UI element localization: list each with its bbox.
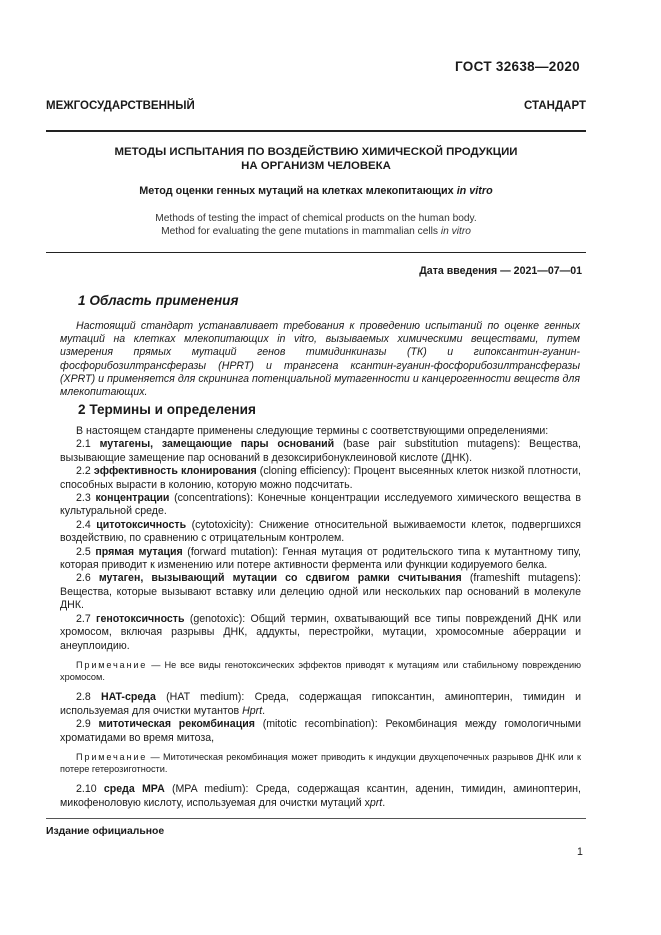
term-2-6: 2.6 мутаген, вызывающий мутации со сдвигом рамки считывания (frameshift mutagens): Вещества, которые вызывают вставку или делецию одной или нескольких пар оснований в молекуле ДНК.	[60, 572, 581, 612]
english-title: Methods of testing the impact of chemical products on the human body. Method for evaluating the gene mutations in mammalian cells in vitro	[155, 213, 477, 237]
term-2-8: 2.8 HAT-среда (HAT medium): Среда, содержащая гипоксантин, аминоптерин, тимидин и используемая для очистки мутантов Hprt.	[60, 691, 582, 717]
footer-divider	[46, 818, 586, 819]
term-2-2: 2.2 эффективность клонирования (cloning efficiency): Процент высеянных клеток низкой плотности, способных вырасти в колонию, которую можно подсчитать.	[60, 465, 581, 491]
section-1-text: Настоящий стандарт устанавливает требования к проведению испытаний по оценке генных мутаций на клетках млекопитающих in vitro, вызываемых химическими веществами, путем измерения прямых мутаций генов тимидинкиназы (ТК) и гипоксантин-гуанин-фосфорибозилтрансферазы (HPRT) и трангсена ксантин-гуанин-фосфорибозилтрансферазы (XPRT) и применяется для скрининга потенциальной мутагенности и канцерогенности веществ для млекопитающих.	[60, 320, 580, 399]
term-2-10: 2.10 среда MPA (MPA medium): Среда, содержащая ксантин, аденин, тимидин, аминоптерин, микофеноловую кислоту, используемая для очистки мутаций xprt.	[60, 783, 581, 809]
note-2: Примечание — Митотическая рекомбинация может приводить к индукции двухцепочечных разрывов ДНК или к потере гетерозиготности.	[60, 751, 581, 775]
date-of-introduction: Дата введения — 2021—07—01	[419, 265, 582, 277]
term-2-5: 2.5 прямая мутация (forward mutation): Генная мутация от родительского типа к мутантному типу, которая приводит к изменению или потере активности фермента или функции кодируемого белка.	[60, 545, 581, 572]
note-1: Примечание — Не все виды генотоксических эффектов приводят к мутациям или стабильному повреждению хромосом.	[60, 659, 581, 683]
page-number: 1	[577, 846, 583, 858]
section-2-title: 2 Термины и определения	[78, 402, 256, 417]
term-2-1: 2.1 мутагены, замещающие пары оснований (base pair substitution mutagens): Вещества, вызывающие замещение пар оснований в дезоксирибонуклеиновой кислоте (ДНК).	[60, 438, 581, 464]
title-divider	[46, 252, 586, 253]
interstate-standard-heading: МЕЖГОСУДАРСТВЕННЫЙ СТАНДАРТ	[46, 100, 586, 112]
top-divider	[46, 130, 586, 132]
term-2-7: 2.7 генотоксичность (genotoxic): Общий термин, охватывающий все типы повреждений ДНК или хромосом, включая разрывы ДНК, аддукты, перестройки, мутации, хромосомные аберрации и анеуплоидию.	[60, 612, 582, 652]
document-title: МЕТОДЫ ИСПЫТАНИЯ ПО ВОЗДЕЙСТВИЮ ХИМИЧЕСКОЙ ПРОДУКЦИИ НА ОРГАНИЗМ ЧЕЛОВЕКА	[114, 146, 518, 172]
terms-list	[60, 425, 581, 810]
term-2-3: 2.3 концентрации (concentrations): Конечные концентрации исследуемого химического вещества в культуральной среде.	[60, 492, 581, 518]
gost-code: ГОСТ 32638—2020	[455, 59, 580, 74]
terms-intro: В настоящем стандарте применены следующие термины с соответствующими определениями:	[76, 425, 549, 437]
term-2-4: 2.4 цитотоксичность (cytotoxicity): Снижение относительной выживаемости клеток, подвергшихся воздействию, по сравнению с отрицательным контролем.	[60, 518, 581, 545]
official-publication-label: Издание официальное	[46, 826, 165, 837]
title-block	[46, 146, 586, 238]
section-1-title: 1 Область применения	[78, 293, 239, 308]
method-subtitle: Метод оценки генных мутаций на клетках млекопитающих in vitro	[139, 185, 493, 197]
term-2-9: 2.9 митотическая рекомбинация (mitotic recombination): Рекомбинация между гомологичными хроматидами во время митоза,	[60, 718, 582, 744]
